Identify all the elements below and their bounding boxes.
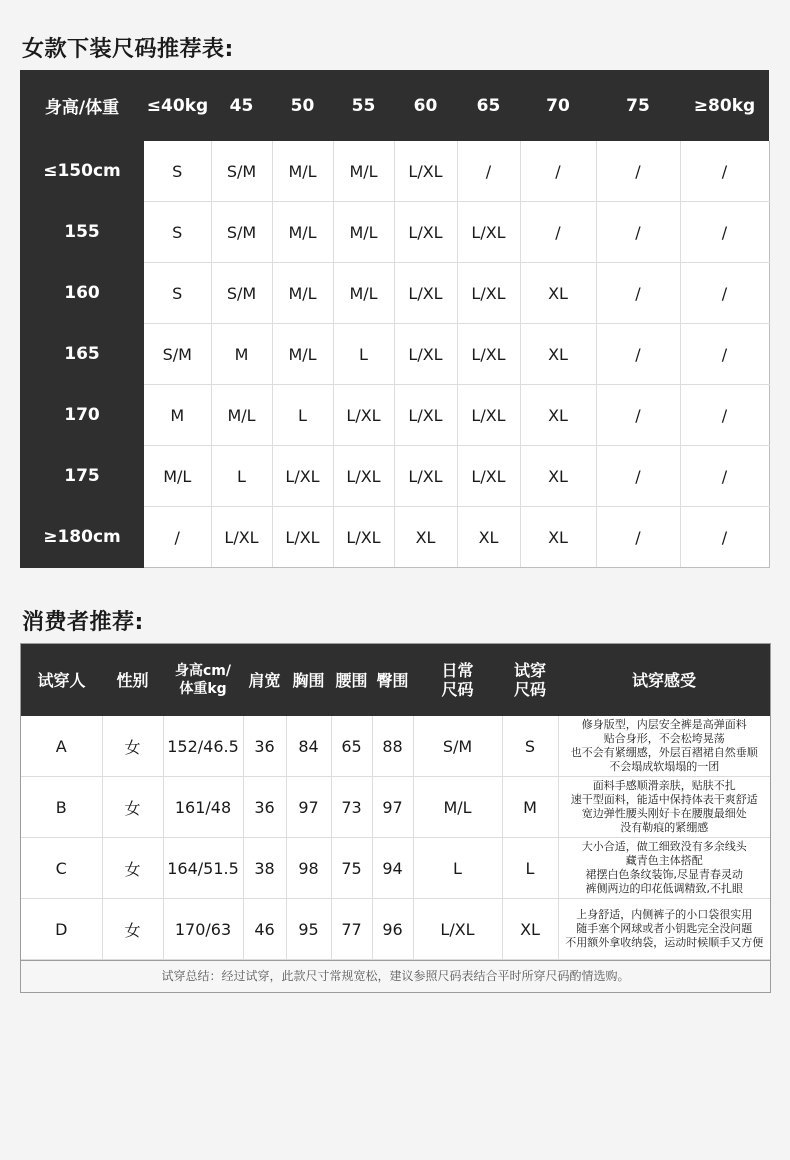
height-label: 175 (20, 446, 144, 507)
size-cell: / (596, 507, 680, 568)
height-label: ≤150cm (20, 141, 144, 202)
reviews-title: 消费者推荐: (22, 610, 144, 635)
tester-cell: C (21, 838, 102, 899)
height-label: 165 (20, 324, 144, 385)
size-cell: L/XL (394, 263, 457, 324)
chest-cell: 95 (286, 899, 331, 960)
weight-header: 75 (596, 70, 680, 141)
height-label: 155 (20, 202, 144, 263)
size-cell: / (680, 324, 769, 385)
size-cell: / (596, 324, 680, 385)
size-chart-row (20, 385, 769, 446)
size-cell: XL (520, 507, 596, 568)
review-row (21, 716, 770, 777)
size-cell: L (333, 324, 394, 385)
size-cell: S (144, 141, 211, 202)
size-cell: XL (520, 324, 596, 385)
hip-cell: 97 (372, 777, 413, 838)
size-cell: L (211, 446, 272, 507)
size-cell: S/M (211, 263, 272, 324)
review-row (21, 899, 770, 960)
size-chart-header-row (20, 70, 769, 141)
size-cell: L/XL (211, 507, 272, 568)
gender-cell: 女 (102, 716, 163, 777)
height-weight-cell: 170/63 (163, 899, 243, 960)
header-tried-size (502, 644, 558, 716)
header-chest: 胸围 (286, 644, 331, 716)
shoulder-cell: 38 (243, 838, 286, 899)
size-cell: / (457, 141, 520, 202)
size-cell: L/XL (394, 446, 457, 507)
daily-size-cell: L (413, 838, 502, 899)
tester-cell: B (21, 777, 102, 838)
size-cell: M/L (333, 141, 394, 202)
size-cell: L/XL (457, 202, 520, 263)
size-chart-row (20, 263, 769, 324)
tried-size-cell: XL (502, 899, 558, 960)
weight-header: 60 (394, 70, 457, 141)
size-cell: / (680, 202, 769, 263)
size-chart-row (20, 324, 769, 385)
weight-header: 45 (211, 70, 272, 141)
size-cell: M/L (211, 385, 272, 446)
size-cell: L/XL (394, 202, 457, 263)
size-chart-row (20, 202, 769, 263)
gender-cell: 女 (102, 838, 163, 899)
size-cell: / (680, 263, 769, 324)
header-waist: 腰围 (331, 644, 372, 716)
size-cell: L/XL (457, 385, 520, 446)
size-chart-row (20, 507, 769, 568)
chest-cell: 84 (286, 716, 331, 777)
size-cell: M/L (272, 141, 333, 202)
height-label: 170 (20, 385, 144, 446)
waist-cell: 65 (331, 716, 372, 777)
size-cell: M/L (272, 202, 333, 263)
size-cell: / (680, 385, 769, 446)
header-daily-size-line1: 日常 (441, 661, 474, 680)
height-label: ≥180cm (20, 507, 144, 568)
height-weight-cell: 152/46.5 (163, 716, 243, 777)
header-tried-size-line2: 尺码 (513, 680, 546, 699)
size-cell: S (144, 263, 211, 324)
size-cell: M (211, 324, 272, 385)
size-cell: L/XL (333, 507, 394, 568)
shoulder-cell: 46 (243, 899, 286, 960)
feel-cell: 大小合适，做工细致没有多余线头 藏青色主体搭配 裙摆白色条纹装饰,尽显青春灵动 裤侧两边的印花低调精致,不扎眼 (558, 838, 770, 899)
size-cell: M (144, 385, 211, 446)
tried-size-cell: L (502, 838, 558, 899)
chest-cell: 98 (286, 838, 331, 899)
size-cell: L/XL (457, 324, 520, 385)
shoulder-cell: 36 (243, 777, 286, 838)
height-weight-cell: 164/51.5 (163, 838, 243, 899)
size-cell: S (144, 202, 211, 263)
size-cell: M/L (144, 446, 211, 507)
shoulder-cell: 36 (243, 716, 286, 777)
waist-cell: 77 (331, 899, 372, 960)
weight-header: ≥80kg (680, 70, 769, 141)
header-tried-size-line1: 试穿 (513, 661, 546, 680)
tried-size-cell: M (502, 777, 558, 838)
size-cell: / (520, 141, 596, 202)
reviews-header-row (21, 644, 770, 716)
size-cell: XL (457, 507, 520, 568)
size-cell: / (680, 507, 769, 568)
hip-cell: 96 (372, 899, 413, 960)
hip-cell: 88 (372, 716, 413, 777)
size-cell: XL (520, 385, 596, 446)
size-cell: / (596, 141, 680, 202)
size-cell: L/XL (333, 385, 394, 446)
size-cell: L/XL (457, 263, 520, 324)
height-weight-cell: 161/48 (163, 777, 243, 838)
feel-cell: 上身舒适，内侧裤子的小口袋很实用 随手塞个网球或者小钥匙完全没问题 不用额外拿收纳袋，运动时候顺手又方便 (558, 899, 770, 960)
size-chart-title: 女款下装尺码推荐表: (22, 37, 234, 62)
size-cell: / (596, 263, 680, 324)
waist-cell: 73 (331, 777, 372, 838)
tester-cell: A (21, 716, 102, 777)
header-gender: 性别 (102, 644, 163, 716)
size-cell: XL (520, 263, 596, 324)
size-cell: XL (394, 507, 457, 568)
weight-header: 65 (457, 70, 520, 141)
size-cell: M/L (272, 324, 333, 385)
feel-cell: 面料手感顺滑亲肤，贴肤不扎 速干型面料，能适中保持体表干爽舒适 宽边弹性腰头刚好卡在腰腹最细处 没有勒痕的紧绷感 (558, 777, 770, 838)
header-shoulder: 肩宽 (243, 644, 286, 716)
reviews-table-container (20, 643, 771, 993)
feel-cell: 修身版型，内层安全裤是高弹面料 贴合身形，不会松垮晃荡 也不会有紧绷感，外层百褶裙自然垂顺 不会塌成软塌塌的一团 (558, 716, 770, 777)
size-cell: M/L (333, 263, 394, 324)
header-height-weight-line1: 身高cm/ (175, 663, 231, 679)
size-cell: / (596, 446, 680, 507)
review-summary: 试穿总结：经过试穿，此款尺寸常规宽松，建议参照尺码表结合平时所穿尺码酌情选购。 (21, 960, 770, 992)
header-height-weight-line2: 体重kg (179, 681, 227, 697)
size-cell: L/XL (272, 507, 333, 568)
size-cell: / (596, 202, 680, 263)
weight-header: 55 (333, 70, 394, 141)
tried-size-cell: S (502, 716, 558, 777)
size-cell: S/M (211, 202, 272, 263)
size-chart-row (20, 446, 769, 507)
size-cell: S/M (211, 141, 272, 202)
weight-header: 50 (272, 70, 333, 141)
size-cell: / (596, 385, 680, 446)
reviews-table (21, 644, 770, 960)
header-daily-size-line2: 尺码 (441, 680, 474, 699)
daily-size-cell: S/M (413, 716, 502, 777)
size-cell: L/XL (333, 446, 394, 507)
corner-label: 身高/体重 (20, 70, 144, 141)
chest-cell: 97 (286, 777, 331, 838)
daily-size-cell: L/XL (413, 899, 502, 960)
review-row (21, 838, 770, 899)
size-chart-table (20, 70, 770, 568)
header-tester: 试穿人 (21, 644, 102, 716)
weight-header: ≤40kg (144, 70, 211, 141)
header-daily-size (413, 644, 502, 716)
size-cell: L/XL (394, 385, 457, 446)
size-cell: M/L (333, 202, 394, 263)
size-cell: L/XL (394, 141, 457, 202)
size-cell: L/XL (272, 446, 333, 507)
gender-cell: 女 (102, 777, 163, 838)
size-cell: / (680, 141, 769, 202)
size-cell: L/XL (394, 324, 457, 385)
tester-cell: D (21, 899, 102, 960)
size-cell: XL (520, 446, 596, 507)
header-feel: 试穿感受 (558, 644, 770, 716)
size-cell: L/XL (457, 446, 520, 507)
size-cell: / (520, 202, 596, 263)
size-chart-row (20, 141, 769, 202)
size-cell: L (272, 385, 333, 446)
size-cell: S/M (144, 324, 211, 385)
size-cell: M/L (272, 263, 333, 324)
gender-cell: 女 (102, 899, 163, 960)
size-cell: / (144, 507, 211, 568)
header-hip: 臀围 (372, 644, 413, 716)
daily-size-cell: M/L (413, 777, 502, 838)
height-label: 160 (20, 263, 144, 324)
hip-cell: 94 (372, 838, 413, 899)
size-cell: / (680, 446, 769, 507)
header-height-weight (163, 644, 243, 716)
weight-header: 70 (520, 70, 596, 141)
waist-cell: 75 (331, 838, 372, 899)
review-row (21, 777, 770, 838)
